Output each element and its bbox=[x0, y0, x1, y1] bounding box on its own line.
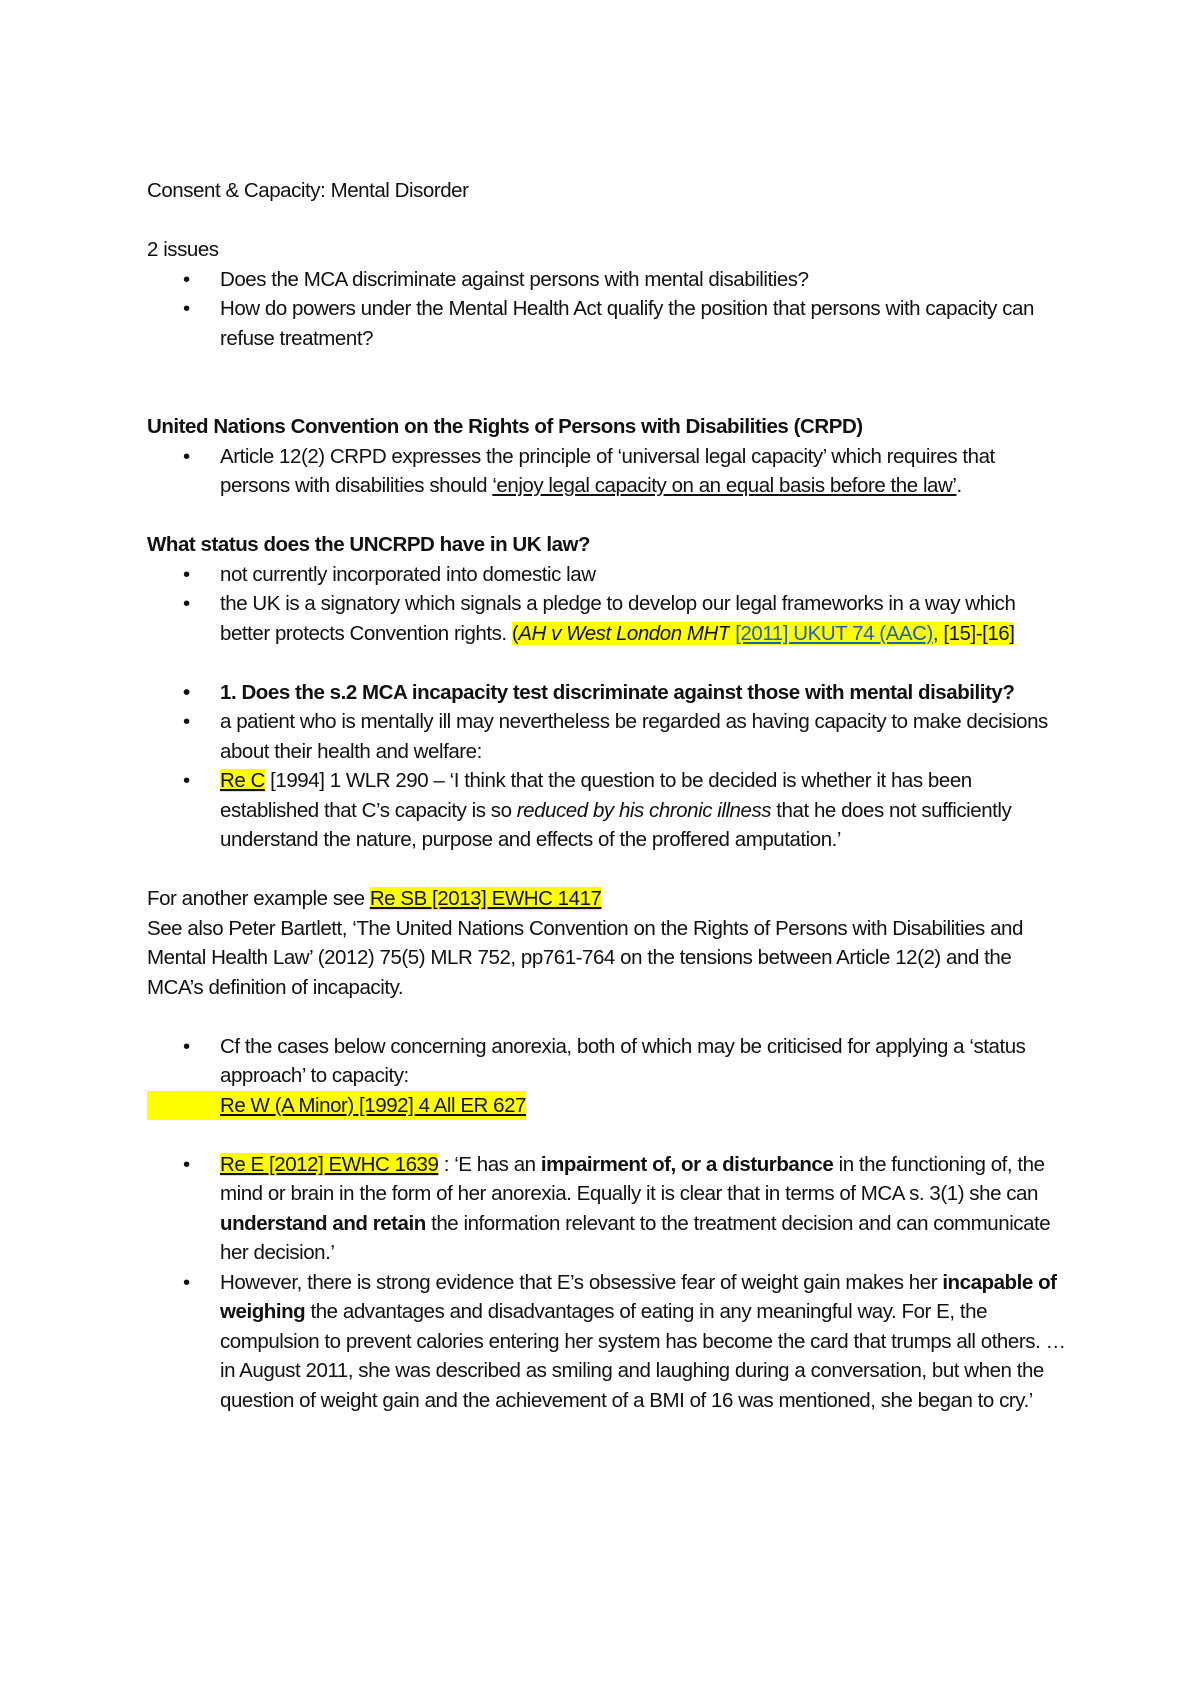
list-item bbox=[147, 589, 1067, 648]
quote-italic: reduced by his chronic illness bbox=[516, 798, 772, 822]
status-paren: ( bbox=[511, 621, 519, 645]
status-text: the UK is a signatory which signals a pledge to develop our legal frameworks in a way which better protects Convention rights. bbox=[220, 592, 1016, 645]
quote-text: in the functioning of, the mind or brain in the form of her anorexia. Equally it is clear that in terms of MCA s. 3(1) she can bbox=[220, 1152, 1045, 1205]
paragraph-ref: , [15]-[16] bbox=[932, 621, 1015, 645]
case-name: Re W (A Minor) [1992] 4 All ER 627 bbox=[220, 1093, 527, 1117]
document-body bbox=[147, 176, 1067, 1415]
status-list bbox=[147, 560, 1067, 649]
another-prefix: For another example see bbox=[147, 887, 370, 910]
list-item bbox=[147, 766, 1067, 855]
anorexia-list bbox=[147, 1032, 1067, 1121]
crpd-quote: ‘enjoy legal capacity on an equal basis before the law’ bbox=[492, 474, 957, 497]
quote-text: the advantages and disadvantages of eating in any meaningful way. For E, the compulsion to prevent calories entering her system has become the card that trumps all others. …in August 2011, she was described as smiling and laughing during a conversation, but when the question of weight gain and the achievement of a BMI of 16 was mentioned, she began to cry.’ bbox=[220, 1300, 1066, 1412]
quote-text: the information relevant to the treatment decision and can communicate her decision.’ bbox=[220, 1211, 1051, 1264]
issues-list bbox=[147, 265, 1067, 354]
list-item bbox=[147, 1150, 1067, 1268]
quote-text: However, there is strong evidence that E’s obsessive fear of weight gain makes her bbox=[220, 1270, 943, 1294]
list-item: • not currently incorporated into domestic law bbox=[147, 560, 1067, 590]
section1-heading: • 1. Does the s.2 MCA incapacity test discriminate against those with mental disability? bbox=[147, 678, 1067, 708]
case-name: Re SB [2013] EWHC 1417 bbox=[369, 887, 602, 910]
re-e-list bbox=[147, 1150, 1067, 1416]
list-item: • How do powers under the Mental Health Act qualify the position that persons with capacity can refuse treatment? bbox=[147, 294, 1067, 353]
page-title: Consent & Capacity: Mental Disorder bbox=[147, 179, 469, 202]
list-item bbox=[147, 442, 1067, 501]
quote-bold: incapable of weighing bbox=[220, 1270, 1057, 1323]
see-also: See also Peter Bartlett, ‘The United Nations Convention on the Rights of Persons with Disabilities and Mental Health Law’ (2012) 75(5) MLR 752, pp761-764 on the tensions between Article 12(2) and the MCA’s definition of incapacity. bbox=[147, 916, 1023, 999]
another-example bbox=[147, 884, 1067, 914]
case-citation-link[interactable]: [2011] UKUT 74 (AAC) bbox=[735, 621, 933, 645]
quote-text: that he does not sufficiently understand the nature, purpose and effects of the proffered amputation.’ bbox=[220, 798, 1012, 851]
list-item bbox=[147, 1268, 1067, 1416]
issues-heading: 2 issues bbox=[147, 238, 219, 261]
list-item: • Cf the cases below concerning anorexia, both of which may be criticised for applying a ‘status approach’ to capacity: bbox=[147, 1032, 1067, 1091]
quote-text: [1994] 1 WLR 290 – ‘I think that the question to be decided is whether it has been established that C’s capacity is so bbox=[220, 769, 972, 822]
case-name: AH v West London MHT bbox=[518, 621, 730, 645]
case-name: Re C bbox=[220, 769, 265, 792]
crpd-list bbox=[147, 442, 1067, 501]
list-item: • Does the MCA discriminate against persons with mental disabilities? bbox=[147, 265, 1067, 295]
status-heading: What status does the UNCRPD have in UK law? bbox=[147, 533, 591, 556]
section1-list bbox=[147, 678, 1067, 855]
list-item: • a patient who is mentally ill may nevertheless be regarded as having capacity to make decisions about their health and welfare: bbox=[147, 707, 1067, 766]
crpd-heading: United Nations Convention on the Rights of Persons with Disabilities (CRPD) bbox=[147, 415, 863, 438]
crpd-end: . bbox=[956, 474, 962, 497]
quote-bold: impairment of, or a disturbance bbox=[540, 1152, 834, 1176]
list-item bbox=[147, 1091, 1067, 1121]
crpd-text: Article 12(2) CRPD expresses the principle of ‘universal legal capacity’ which requires that persons with disabilities should bbox=[220, 444, 995, 497]
quote-text: : ‘E has an bbox=[438, 1152, 541, 1176]
quote-bold: understand and retain bbox=[220, 1211, 426, 1235]
case-name: Re E [2012] EWHC 1639 bbox=[220, 1152, 439, 1176]
